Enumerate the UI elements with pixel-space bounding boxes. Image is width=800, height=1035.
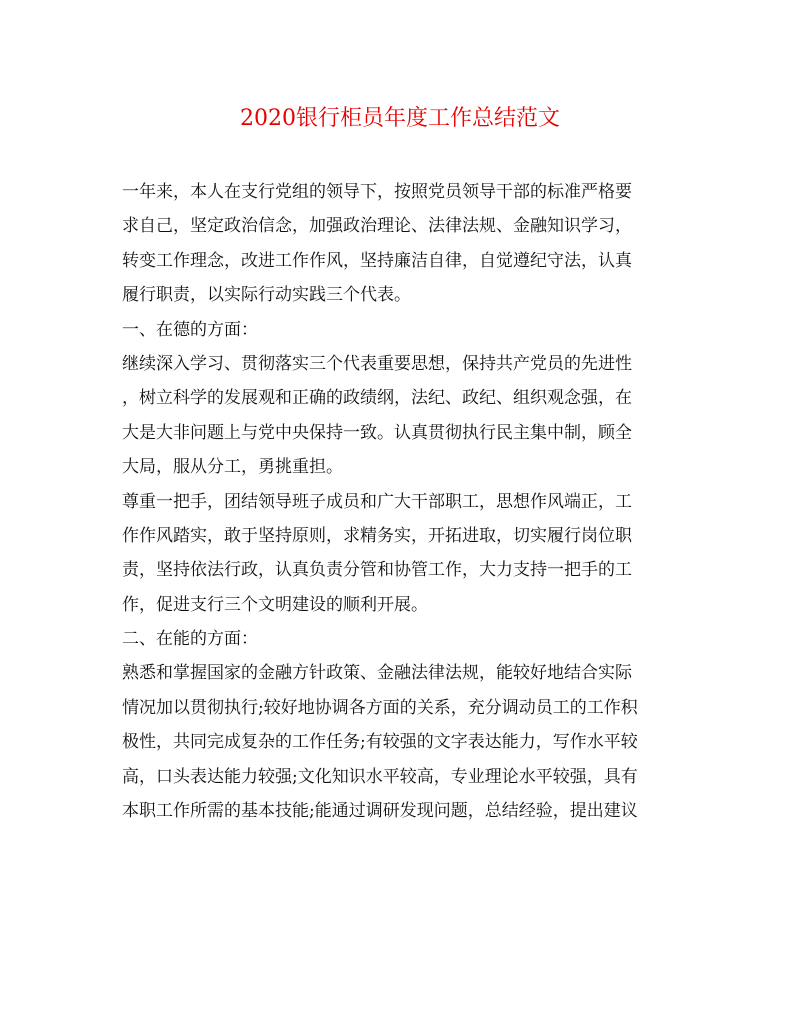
- document-title: 2020银行柜员年度工作总结范文: [240, 106, 560, 131]
- text-line: 大是大非问题上与党中央保持一致。认真贯彻执行民主集中制，顾全: [122, 422, 632, 443]
- text-line: 责，坚持依法行政，认真负责分管和协管工作，大力支持一把手的工: [122, 560, 632, 581]
- text-line: 作作风踏实，敢于坚持原则，求精务实，开拓进取，切实履行岗位职: [122, 525, 632, 546]
- section-heading: 二、在能的方面：: [122, 629, 258, 650]
- text-line: 大局，服从分工，勇挑重担。: [122, 457, 343, 478]
- text-line: 情况加以贯彻执行;较好地协调各方面的关系，充分调动员工的工作积: [122, 697, 638, 718]
- text-line: 高，口头表达能力较强;文化知识水平较高，专业理论水平较强，具有: [122, 766, 638, 787]
- text-line: 履行职责，以实际行动实践三个代表。: [122, 285, 411, 306]
- text-line: 熟悉和掌握国家的金融方针政策、金融法律法规，能较好地结合实际: [122, 663, 632, 684]
- text-line: 继续深入学习、贯彻落实三个代表重要思想，保持共产党员的先进性: [122, 353, 632, 374]
- text-line: ，树立科学的发展观和正确的政绩纲，法纪、政纪、组织观念强，在: [122, 388, 632, 409]
- text-line: 一年来，本人在支行党组的领导下，按照党员领导干部的标准严格要: [122, 182, 632, 202]
- section-heading: 一、在德的方面：: [122, 319, 258, 340]
- text-line: 尊重一把手，团结领导班子成员和广大干部职工，思想作风端正，工: [122, 491, 632, 512]
- text-line: 极性，共同完成复杂的工作任务;有较强的文字表达能力，写作水平较: [122, 732, 638, 753]
- text-line: 转变工作理念，改进工作作风，坚持廉洁自律，自觉遵纪守法，认真: [122, 250, 632, 271]
- text-line: 作，促进支行三个文明建设的顺利开展。: [122, 594, 428, 615]
- text-line: 求自己，坚定政治信念，加强政治理论、法律法规、金融知识学习，: [122, 216, 632, 237]
- document-body: [122, 175, 687, 828]
- text-line: 本职工作所需的基本技能;能通过调研发现问题，总结经验，提出建议: [122, 801, 638, 822]
